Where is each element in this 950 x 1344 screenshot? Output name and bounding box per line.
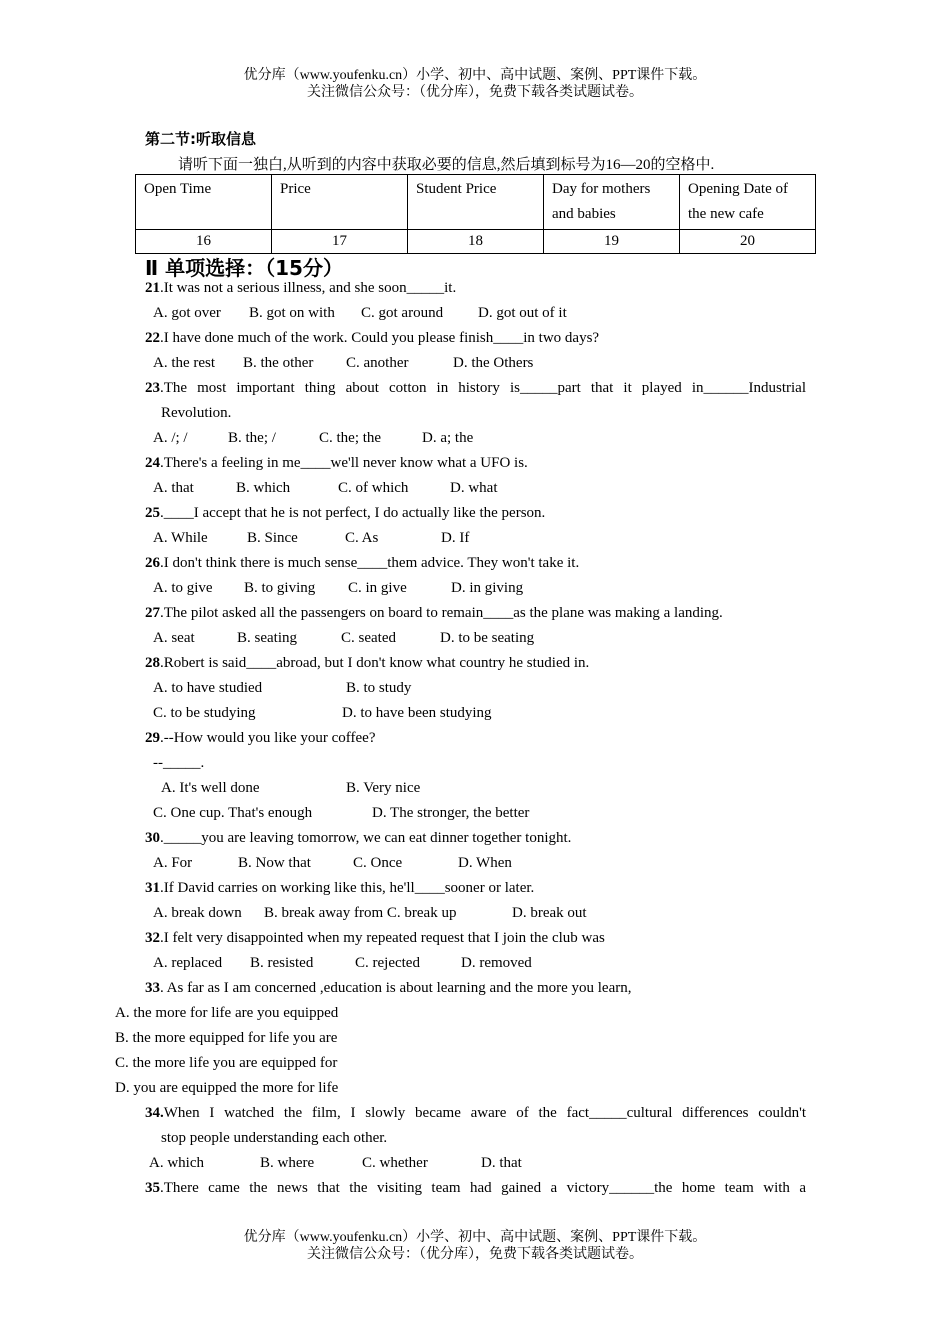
option-c[interactable]: C. the more life you are equipped for bbox=[115, 1055, 338, 1071]
table-header-cell: Day for mothers and babies bbox=[544, 175, 680, 230]
option-a[interactable]: A. which bbox=[149, 1155, 204, 1171]
question-24 bbox=[145, 451, 528, 476]
question-34 bbox=[145, 1101, 806, 1126]
option-b[interactable]: B. break away from bbox=[264, 905, 384, 921]
table-header-row bbox=[136, 175, 816, 230]
option-c[interactable]: C. of which bbox=[338, 480, 409, 496]
option-c[interactable]: C. another bbox=[346, 355, 409, 371]
question-29-response: --_____. bbox=[153, 755, 205, 771]
option-b[interactable]: B. Very nice bbox=[346, 780, 421, 796]
footer-line-1: 优分库（www.youfenku.cn）小学、初中、高中试题、案例、PPT课件下载。 bbox=[243, 1230, 707, 1245]
option-a[interactable]: A. the rest bbox=[153, 355, 216, 371]
option-a[interactable]: A. While bbox=[153, 530, 208, 546]
question-32-options bbox=[153, 951, 532, 976]
table-number-cell[interactable]: 20 bbox=[680, 230, 816, 254]
option-d[interactable]: D. The stronger, the better bbox=[372, 805, 530, 821]
table-number-cell[interactable]: 19 bbox=[544, 230, 680, 254]
question-text: .I felt very disappointed when my repeated request that I join the club was bbox=[160, 930, 605, 946]
option-b[interactable]: B. to giving bbox=[244, 580, 316, 596]
question-21 bbox=[145, 276, 456, 301]
question-25 bbox=[145, 501, 545, 526]
option-a[interactable]: A. the more for life are you equipped bbox=[115, 1005, 339, 1021]
question-27 bbox=[145, 601, 723, 626]
question-number: 22 bbox=[145, 330, 160, 346]
option-c[interactable]: C. got around bbox=[361, 305, 444, 321]
question-28-options-cd bbox=[153, 701, 492, 726]
option-c[interactable]: C. Once bbox=[353, 855, 403, 871]
question-27-options bbox=[153, 626, 534, 651]
question-22-options bbox=[153, 351, 533, 376]
table-number-cell[interactable]: 16 bbox=[136, 230, 272, 254]
option-d[interactable]: D. to be seating bbox=[440, 630, 535, 646]
option-d[interactable]: D. that bbox=[481, 1155, 522, 1171]
option-a[interactable]: A. /; / bbox=[153, 430, 188, 446]
option-d[interactable]: D. in giving bbox=[451, 580, 524, 596]
option-b[interactable]: B. got on with bbox=[249, 305, 335, 321]
question-text: .I don't think there is much sense____them advice. They won't take it. bbox=[160, 555, 580, 571]
question-text: .The pilot asked all the passengers on board to remain____as the plane was making a landing. bbox=[160, 605, 723, 621]
question-text: .There came the news that the visiting team had gained a victory______the home team with a bbox=[160, 1180, 806, 1196]
question-number: 33 bbox=[145, 980, 160, 996]
option-a[interactable]: A. that bbox=[153, 480, 194, 496]
option-a[interactable]: A. replaced bbox=[153, 955, 223, 971]
table-number-row bbox=[136, 230, 816, 254]
question-33 bbox=[145, 976, 632, 1001]
question-30 bbox=[145, 826, 571, 851]
question-number: 28 bbox=[145, 655, 160, 671]
option-d[interactable]: D. removed bbox=[461, 955, 532, 971]
question-number: 34. bbox=[145, 1105, 164, 1121]
table-header-cell: Open Time bbox=[136, 175, 272, 230]
option-a[interactable]: A. to have studied bbox=[153, 680, 263, 696]
question-26-options bbox=[153, 576, 523, 601]
question-35 bbox=[145, 1176, 806, 1201]
question-21-options bbox=[153, 301, 567, 326]
option-a[interactable]: A. seat bbox=[153, 630, 195, 646]
question-text: . As far as I am concerned ,education is about learning and the more you learn, bbox=[160, 980, 632, 996]
option-c[interactable]: C. in give bbox=[348, 580, 407, 596]
option-c[interactable]: C. rejected bbox=[355, 955, 420, 971]
header-line-2: 关注微信公众号：（优分库），免费下载各类试题试卷。 bbox=[307, 85, 643, 100]
question-29-options-ab bbox=[161, 776, 420, 801]
table-number-cell[interactable]: 17 bbox=[272, 230, 408, 254]
option-d[interactable]: D. If bbox=[441, 530, 470, 546]
option-c[interactable]: C. to be studying bbox=[153, 705, 256, 721]
question-24-options bbox=[153, 476, 498, 501]
question-number: 32 bbox=[145, 930, 160, 946]
question-25-options bbox=[153, 526, 469, 551]
option-b[interactable]: B. where bbox=[260, 1155, 315, 1171]
footer-line-2: 关注微信公众号：（优分库），免费下载各类试题试卷。 bbox=[307, 1247, 643, 1262]
section-instruction: 请听下面一独白,从听到的内容中获取必要的信息,然后填到标号为16—20的空格中. bbox=[178, 157, 715, 173]
option-d[interactable]: D. When bbox=[458, 855, 512, 871]
part-two-title: Ⅱ 单项选择：（15分） bbox=[145, 256, 343, 280]
question-29 bbox=[145, 726, 376, 751]
question-number: 35 bbox=[145, 1180, 160, 1196]
option-d[interactable]: D. got out of it bbox=[478, 305, 567, 321]
question-number: 26 bbox=[145, 555, 160, 571]
table-number-cell[interactable]: 18 bbox=[408, 230, 544, 254]
question-29-options-cd bbox=[153, 801, 529, 826]
question-28-options-ab bbox=[153, 676, 411, 701]
option-d[interactable]: D. you are equipped the more for life bbox=[115, 1080, 339, 1096]
option-b[interactable]: B. the; / bbox=[228, 430, 276, 446]
question-text: .The most important thing about cotton in history is_____part that it played in______Industrial bbox=[160, 380, 806, 396]
info-table bbox=[135, 174, 816, 254]
option-d[interactable]: D. to have been studying bbox=[342, 705, 492, 721]
question-number: 21 bbox=[145, 280, 160, 296]
question-text: .____I accept that he is not perfect, I do actually like the person. bbox=[160, 505, 546, 521]
question-22 bbox=[145, 326, 599, 351]
option-c[interactable]: C. the; the bbox=[319, 430, 382, 446]
section-title: 第二节:听取信息 bbox=[145, 130, 256, 148]
option-a[interactable]: A. to give bbox=[153, 580, 213, 596]
question-text: .There's a feeling in me____we'll never know what a UFO is. bbox=[160, 455, 528, 471]
page-footer bbox=[0, 1229, 950, 1263]
question-text: When I watched the film, I slowly became aware of the fact_____cultural differences couldn't bbox=[163, 1105, 806, 1121]
option-b[interactable]: B. the more equipped for life you are bbox=[115, 1030, 338, 1046]
question-23-continued: Revolution. bbox=[161, 405, 232, 421]
option-a[interactable]: A. break down bbox=[153, 905, 242, 921]
question-23-options bbox=[153, 426, 473, 451]
option-d[interactable]: D. a; the bbox=[422, 430, 474, 446]
question-number: 23 bbox=[145, 380, 160, 396]
option-b[interactable]: B. Since bbox=[247, 530, 298, 546]
option-a[interactable]: A. It's well done bbox=[161, 780, 260, 796]
question-31-options bbox=[153, 901, 587, 926]
option-c[interactable]: C. whether bbox=[362, 1155, 428, 1171]
question-number: 31 bbox=[145, 880, 160, 896]
question-text: .It was not a serious illness, and she soon_____it. bbox=[160, 280, 457, 296]
option-b[interactable]: B. the other bbox=[243, 355, 314, 371]
option-b[interactable]: B. Now that bbox=[238, 855, 311, 871]
option-d[interactable]: D. the Others bbox=[453, 355, 534, 371]
question-number: 30 bbox=[145, 830, 160, 846]
question-30-options bbox=[153, 851, 512, 876]
question-number: 27 bbox=[145, 605, 160, 621]
question-text: .--How would you like your coffee? bbox=[160, 730, 376, 746]
question-34-options bbox=[149, 1151, 522, 1176]
option-c[interactable]: C. seated bbox=[341, 630, 396, 646]
option-b[interactable]: B. seating bbox=[237, 630, 297, 646]
table-header-cell: Student Price bbox=[408, 175, 544, 230]
option-c[interactable]: C. break up bbox=[386, 905, 457, 921]
option-b[interactable]: B. resisted bbox=[250, 955, 314, 971]
option-d[interactable]: D. what bbox=[450, 480, 498, 496]
question-31 bbox=[145, 876, 534, 901]
option-c[interactable]: C. As bbox=[345, 530, 379, 546]
page-header bbox=[0, 67, 950, 101]
question-26 bbox=[145, 551, 579, 576]
option-d[interactable]: D. break out bbox=[512, 905, 587, 921]
question-text: ._____you are leaving tomorrow, we can eat dinner together tonight. bbox=[160, 830, 572, 846]
table-header-cell: Opening Date of the new cafe bbox=[680, 175, 816, 230]
question-number: 29 bbox=[145, 730, 160, 746]
header-line-1: 优分库（www.youfenku.cn）小学、初中、高中试题、案例、PPT课件下载。 bbox=[243, 68, 707, 83]
question-text: .If David carries on working like this, he'll____sooner or later. bbox=[160, 880, 535, 896]
question-32 bbox=[145, 926, 605, 951]
table-header-cell: Price bbox=[272, 175, 408, 230]
question-34-continued: stop people understanding each other. bbox=[161, 1130, 388, 1146]
option-b[interactable]: B. to study bbox=[346, 680, 412, 696]
question-number: 25 bbox=[145, 505, 160, 521]
question-23 bbox=[145, 376, 806, 401]
question-28 bbox=[145, 651, 589, 676]
option-a[interactable]: A. For bbox=[153, 855, 193, 871]
option-c[interactable]: C. One cup. That's enough bbox=[153, 805, 313, 821]
option-a[interactable]: A. got over bbox=[153, 305, 221, 321]
question-text: .I have done much of the work. Could you please finish____in two days? bbox=[160, 330, 600, 346]
option-b-c bbox=[264, 901, 512, 926]
option-b[interactable]: B. which bbox=[236, 480, 291, 496]
question-text: .Robert is said____abroad, but I don't know what country he studied in. bbox=[160, 655, 590, 671]
question-number: 24 bbox=[145, 455, 160, 471]
